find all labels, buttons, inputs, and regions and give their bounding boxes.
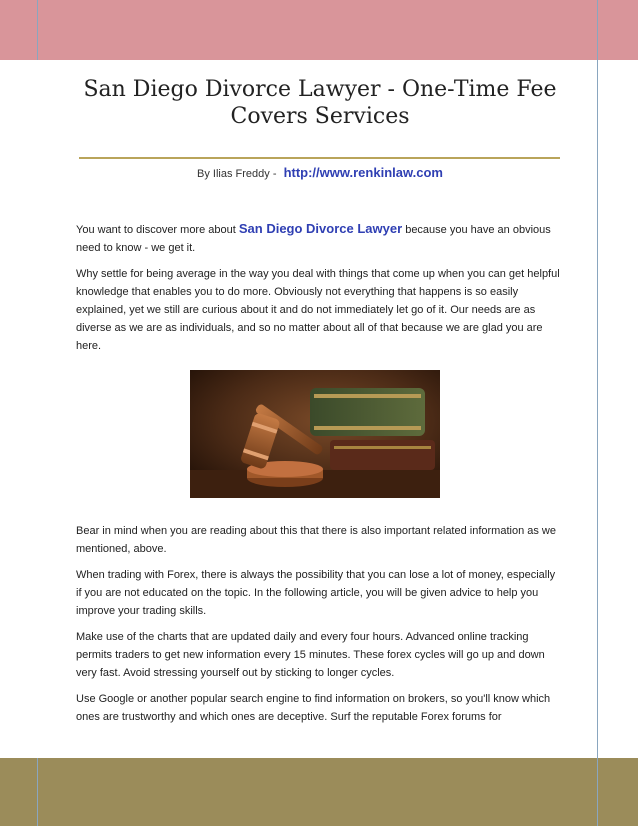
article-body-top [76, 220, 560, 363]
paragraph-3: Bear in mind when you are reading about this that there is also important related information as we mentioned, above. [76, 525, 556, 555]
paragraph-1 [76, 220, 560, 257]
paragraph-6: Use Google or another popular search engine to find information on brokers, so you'll know which ones are trustworthy and which ones are deceptive. Surf the reputable Forex forums for [76, 693, 551, 723]
byline-author: By Ilias Freddy - [197, 168, 277, 180]
byline [80, 165, 560, 180]
paragraph-2: Why settle for being average in the way you deal with things that come up when you can get helpful knowledge that enables you to do more. Obviously not everything that happens is so easily explained, yet we still are curious about it and do not immediately let go of it. Our needs are as diverse as we are as individuals, and so no matter about all of that because we are glad you are here. [76, 268, 560, 352]
san-diego-divorce-lawyer-link[interactable]: San Diego Divorce Lawyer [238, 221, 403, 236]
document-title: San Diego Divorce Lawyer - One-Time Fee Covers Services [83, 77, 557, 129]
right-margin-line [597, 0, 598, 826]
article-body-bottom [76, 522, 560, 734]
paragraph-1-text-end: because you have an obvious need to know - we get it. [76, 224, 551, 254]
top-decorative-band [0, 0, 638, 60]
title-divider [79, 157, 560, 159]
paragraph-5: Make use of the charts that are updated daily and every four hours. Advanced online tracking permits traders to get new information every 15 minutes. These forex cycles will go up and down very fast. Avoid stressing yourself out by sticking to longer cycles. [76, 631, 545, 679]
gavel-and-books-photo-icon [190, 370, 440, 498]
paragraph-1-text-start: You want to discover more about [76, 224, 239, 236]
byline-link[interactable]: http://www.renkinlaw.com [283, 165, 443, 180]
paragraph-4: When trading with Forex, there is always the possibility that you can lose a lot of money, especially if you are not educated on the topic. In the following article, you will be given advice to help you improve your trading skills. [76, 569, 556, 617]
gavel-and-books-photo [190, 370, 440, 498]
bottom-decorative-band [0, 758, 638, 826]
